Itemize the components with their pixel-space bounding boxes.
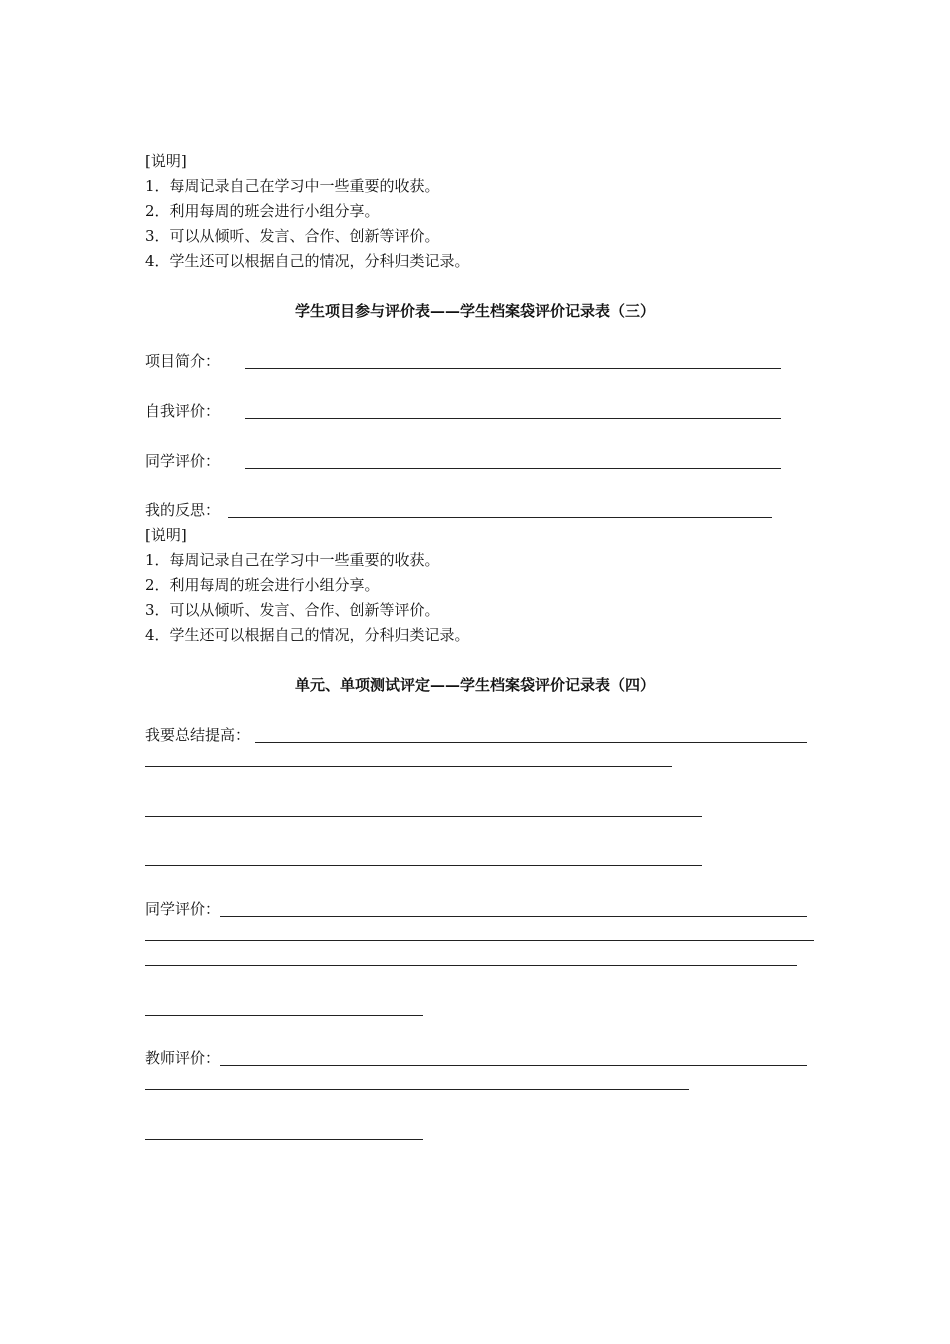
note-item: 1．每周记录自己在学习中一些重要的收获。 — [145, 551, 440, 569]
project-intro-line[interactable] — [245, 368, 781, 369]
section-title: 学生项目参与评价表——学生档案袋评价记录表（三） — [294, 302, 655, 320]
summary-line[interactable] — [255, 742, 807, 743]
field-label-peer-eval: 同学评价： — [145, 900, 221, 918]
note-heading: [说明] — [145, 526, 187, 544]
note-item: 2．利用每周的班会进行小组分享。 — [145, 576, 380, 594]
peer-eval-line[interactable] — [220, 916, 807, 917]
note-item: 2．利用每周的班会进行小组分享。 — [145, 202, 380, 220]
field-label-project-intro: 项目简介： — [145, 352, 221, 370]
note-item: 4．学生还可以根据自己的情况，分科归类记录。 — [145, 626, 470, 644]
summary-line[interactable] — [145, 766, 672, 767]
note-heading: [说明] — [145, 152, 187, 170]
field-label-summary: 我要总结提高： — [145, 726, 251, 744]
section-title: 单元、单项测试评定——学生档案袋评价记录表（四） — [294, 676, 655, 694]
teacher-eval-line[interactable] — [220, 1065, 807, 1066]
self-eval-line[interactable] — [245, 418, 781, 419]
field-label-peer-eval: 同学评价： — [145, 452, 221, 470]
summary-line[interactable] — [145, 865, 702, 866]
teacher-eval-line[interactable] — [145, 1139, 423, 1140]
field-label-teacher-eval: 教师评价： — [145, 1049, 221, 1067]
peer-eval-line[interactable] — [145, 1015, 423, 1016]
field-label-self-eval: 自我评价： — [145, 402, 221, 420]
peer-eval-line[interactable] — [145, 965, 797, 966]
peer-eval-line[interactable] — [245, 468, 781, 469]
note-item: 3．可以从倾听、发言、合作、创新等评价。 — [145, 601, 440, 619]
field-label-reflection: 我的反思： — [145, 501, 221, 519]
reflection-line[interactable] — [228, 517, 772, 518]
note-item: 3．可以从倾听、发言、合作、创新等评价。 — [145, 227, 440, 245]
teacher-eval-line[interactable] — [145, 1089, 689, 1090]
summary-line[interactable] — [145, 816, 702, 817]
peer-eval-line[interactable] — [145, 940, 814, 941]
note-item: 4．学生还可以根据自己的情况，分科归类记录。 — [145, 252, 470, 270]
note-item: 1．每周记录自己在学习中一些重要的收获。 — [145, 177, 440, 195]
